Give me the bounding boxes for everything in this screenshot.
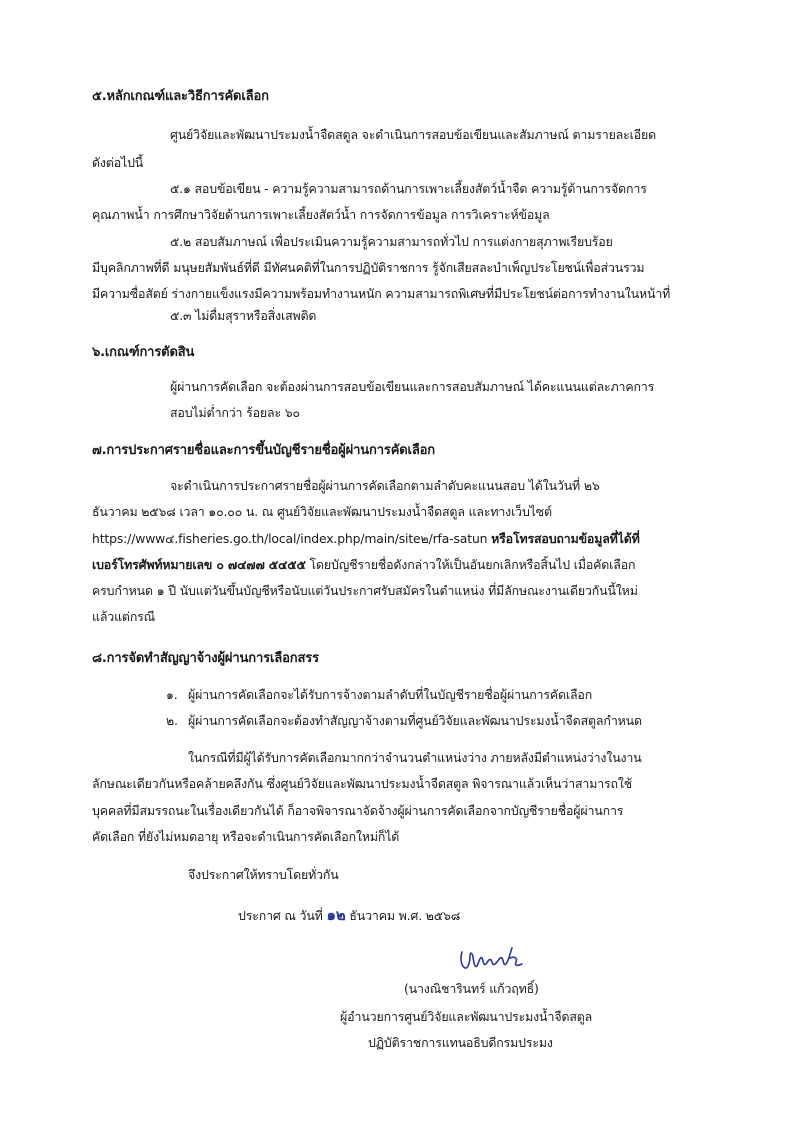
- date-prefix: ประกาศ ณ วันที่: [238, 908, 323, 923]
- s6-paragraph-line: สอบไม่ต่ำกว่า ร้อยละ ๖๐: [170, 405, 300, 420]
- s8-list-number: ๒.: [166, 713, 178, 728]
- s8-paragraph-line: คัดเลือก ที่ยังไม่หมดอายุ หรือจะดำเนินการคัดเลือกใหม่ก็ได้: [92, 829, 400, 844]
- s8-paragraph-line: ลักษณะเดียวกันหรือคล้ายคลึงกัน ซึ่งศูนย์วิจัยและพัฒนาประมงน้ำจืดสตูล พิจารณาแล้วเห็นว่าสามารถใช้: [92, 776, 633, 791]
- section-6-heading: ๖.เกณฑ์การตัดสิน: [92, 345, 195, 360]
- s5-item-2-line: มีบุคลิกภาพที่ดี มนุษยสัมพันธ์ที่ดี มีทัศนคติที่ในการปฏิบัติราชการ รู้จักเสียสละบำเพ็ญประโยชน์เพื่อส่วนรวม: [92, 260, 645, 275]
- s5-paragraph-line: ศูนย์วิจัยและพัฒนาประมงน้ำจืดสตูล จะดำเนินการสอบข้อเขียนและสัมภาษณ์ ตามรายละเอียด: [170, 127, 657, 142]
- s7-line: ธันวาคม ๒๕๖๘ เวลา ๑๐.๐๐ น. ณ ศูนย์วิจัยและพัฒนาประมงน้ำจืดสตูล และทางเว็บไซต์: [92, 504, 552, 519]
- section-7-heading: ๗.การประกาศรายชื่อและการขึ้นบัญชีรายชื่อผู้ผ่านการคัดเลือก: [92, 443, 436, 458]
- s5-item-1-line: ๕.๑ สอบข้อเขียน - ความรู้ความสามารถด้านการเพาะเลี้ยงสัตว์น้ำจืด ความรู้ด้านการจัดการ: [170, 181, 647, 196]
- s7-line: ครบกำหนด ๑ ปี นับแต่วันขึ้นบัญชีหรือนับแต่วันประกาศรับสมัครในตำแหน่ง ที่มีลักษณะงานเดียวกันนี้ใหม่: [92, 583, 638, 598]
- signer-name: (นางณิชารินทร์ แก้วฤทธิ์): [404, 981, 539, 996]
- s7-line: แล้วแต่กรณี: [92, 609, 156, 624]
- section-8-heading: ๘.การจัดทำสัญญาจ้างผู้ผ่านการเลือกสรร: [92, 651, 319, 666]
- s6-paragraph-line: ผู้ผ่านการคัดเลือก จะต้องผ่านการสอบข้อเขียนและการสอบสัมภาษณ์ ได้คะแนนแต่ละภาคการ: [170, 379, 655, 394]
- signer-position: ผู้อำนวยการศูนย์วิจัยและพัฒนาประมงน้ำจืดสตูล: [340, 1009, 593, 1024]
- s7-text: โดยบัญชีรายชื่อดังกล่าวให้เป็นอันยกเลิกหรือสิ้นไป เมื่อคัดเลือก: [309, 557, 636, 572]
- s7-line: จะดำเนินการประกาศรายชื่อผู้ผ่านการคัดเลือกตามลำดับคะแนนสอบ ได้ในวันที่ ๒๖: [170, 478, 600, 493]
- s5-paragraph-line: ดังต่อไปนี้: [92, 155, 144, 170]
- s5-item-2-line: ๕.๒ สอบสัมภาษณ์ เพื่อประเมินความรู้ความสามารถทั่วไป การแต่งกายสุภาพเรียบร้อย: [170, 234, 613, 249]
- date-day: ๑๒: [326, 906, 346, 924]
- s5-item-1-line: คุณภาพน้ำ การศึกษาวิจัยด้านการเพาะเลี้ยงสัตว์น้ำ การจัดการข้อมูล การวิเคราะห์ข้อมูล: [92, 207, 550, 222]
- s7-bold-text: หรือโทรสอบถามข้อมูลที่ได้ที่: [491, 531, 640, 546]
- website-url[interactable]: https://www๔.fisheries.go.th/local/index.php/main/site๒/rfa-satun: [92, 531, 488, 546]
- phone-number: เบอร์โทรศัพท์หมายเลข ๐ ๗๔๗๗ ๕๔๕๕: [92, 557, 306, 572]
- s8-list-item: ผู้ผ่านการคัดเลือกจะต้องทำสัญญาจ้างตามที่ศูนย์วิจัยและพัฒนาประมงน้ำจืดสตูลกำหนด: [188, 713, 642, 728]
- s7-line: [92, 556, 635, 574]
- s7-line: [92, 530, 640, 548]
- signer-acting-position: ปฏิบัติราชการแทนอธิบดีกรมประมง: [368, 1035, 553, 1050]
- announcement-date: [238, 906, 460, 925]
- s8-list-item: ผู้ผ่านการคัดเลือกจะได้รับการจ้างตามลำดับที่ในบัญชีรายชื่อผู้ผ่านการคัดเลือก: [188, 687, 593, 702]
- s5-item-3: ๕.๓ ไม่ดื่มสุราหรือสิ่งเสพติด: [170, 308, 317, 323]
- s8-paragraph-line: บุคคลที่มีสมรรถนะในเรื่องเดียวกันได้ ก็อาจพิจารณาจัดจ้างผู้ผ่านการคัดเลือกจากบัญชีรายชื่อผู้ผ่านการ: [92, 803, 624, 818]
- s5-item-2-line: มีความซื่อสัตย์ ร่างกายแข็งแรงมีความพร้อมทำงานหนัก ความสามารถพิเศษที่มีประโยชน์ต่อการทำงานในหน้าที่: [92, 286, 671, 301]
- section-5-heading: ๕.หลักเกณฑ์และวิธีการคัดเลือก: [92, 89, 269, 104]
- s8-paragraph-line: ในกรณีที่มีผู้ได้รับการคัดเลือกมากกว่าจำนวนตำแหน่งว่าง ภายหลังมีตำแหน่งว่างในงาน: [188, 750, 642, 765]
- signature-mark: [456, 944, 526, 976]
- closing-announcement: จึงประกาศให้ทราบโดยทั่วกัน: [188, 867, 339, 882]
- s8-list-number: ๑.: [166, 687, 178, 702]
- date-suffix: ธันวาคม พ.ศ. ๒๕๖๘: [349, 908, 461, 923]
